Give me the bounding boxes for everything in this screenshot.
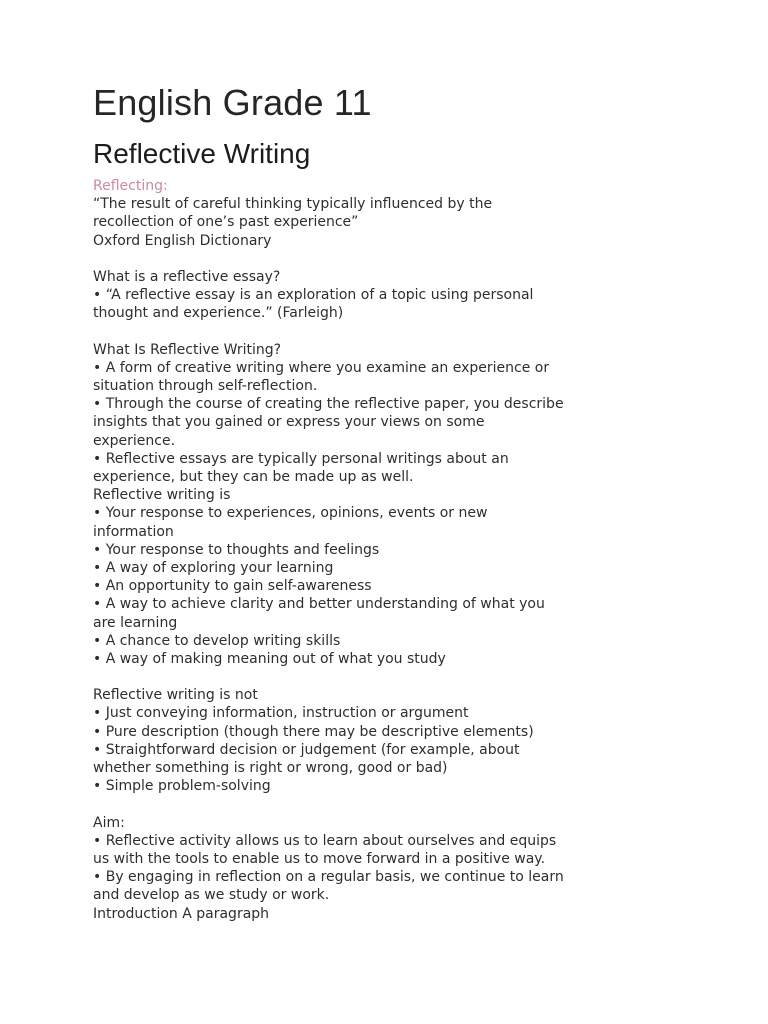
text-line: Reflective writing is not xyxy=(93,687,258,704)
text-line: experience, but they can be made up as well. xyxy=(93,469,414,485)
blank-line xyxy=(93,668,703,686)
text-line: • Through the course of creating the reflective paper, you describe xyxy=(93,396,564,413)
text-line: What Is Reflective Writing? xyxy=(93,341,282,358)
text-line: us with the tools to enable us to move forward in a positive way. xyxy=(93,850,546,867)
text-line: • Your response to experiences, opinions, events or new xyxy=(93,505,488,522)
text-line: • A way of making meaning out of what you study xyxy=(93,650,446,667)
text-line: • A way to achieve clarity and better understanding of what you xyxy=(93,596,545,613)
text-line: • A form of creative writing where you examine an experience or xyxy=(93,359,550,376)
text-line: • By engaging in reflection on a regular basis, we continue to learn xyxy=(93,869,564,886)
text-line: • A chance to develop writing skills xyxy=(93,632,341,649)
text-line: experience. xyxy=(93,432,176,449)
document-body xyxy=(93,177,703,923)
blank-line xyxy=(93,795,703,813)
text-line: Introduction A paragraph xyxy=(93,905,270,922)
text-line: and develop as we study or work. xyxy=(93,887,330,904)
text-line: Oxford English Dictionary xyxy=(93,232,272,249)
text-line: • “A reflective essay is an exploration of a topic using personal xyxy=(93,287,534,304)
text-line: • Reflective activity allows us to learn about ourselves and equips xyxy=(93,832,557,849)
text-line: What is a reflective essay? xyxy=(93,268,281,285)
text-line: • Straightforward decision or judgement (for example, about xyxy=(93,741,520,758)
text-line: situation through self-reflection. xyxy=(93,378,318,395)
blank-line xyxy=(93,250,703,268)
text-line: thought and experience.” (Farleigh) xyxy=(93,305,344,322)
text-line: • Your response to thoughts and feelings xyxy=(93,541,380,558)
document-subtitle: Reflective Writing xyxy=(93,138,311,169)
text-line: • Just conveying information, instruction or argument xyxy=(93,705,469,722)
text-line: whether something is right or wrong, good or bad) xyxy=(93,760,448,776)
text-line: recollection of one’s past experience” xyxy=(93,214,359,231)
text-line: “The result of careful thinking typically influenced by the xyxy=(93,196,493,213)
text-line: insights that you gained or express your views on some xyxy=(93,414,485,431)
text-line: information xyxy=(93,523,174,540)
text-line: • A way of exploring your learning xyxy=(93,559,334,576)
document-content xyxy=(93,78,703,923)
document-title: English Grade 11 xyxy=(93,82,372,123)
text-line: are learning xyxy=(93,614,178,631)
section-label: Reflecting: xyxy=(93,178,168,194)
blank-line xyxy=(93,323,703,341)
text-line: Reflective writing is xyxy=(93,487,231,504)
text-line: Aim: xyxy=(93,814,125,831)
text-line: • Pure description (though there may be descriptive elements) xyxy=(93,723,534,740)
text-line: • Simple problem-solving xyxy=(93,778,271,795)
text-line: • Reflective essays are typically personal writings about an xyxy=(93,450,509,467)
text-line: • An opportunity to gain self-awareness xyxy=(93,578,372,595)
